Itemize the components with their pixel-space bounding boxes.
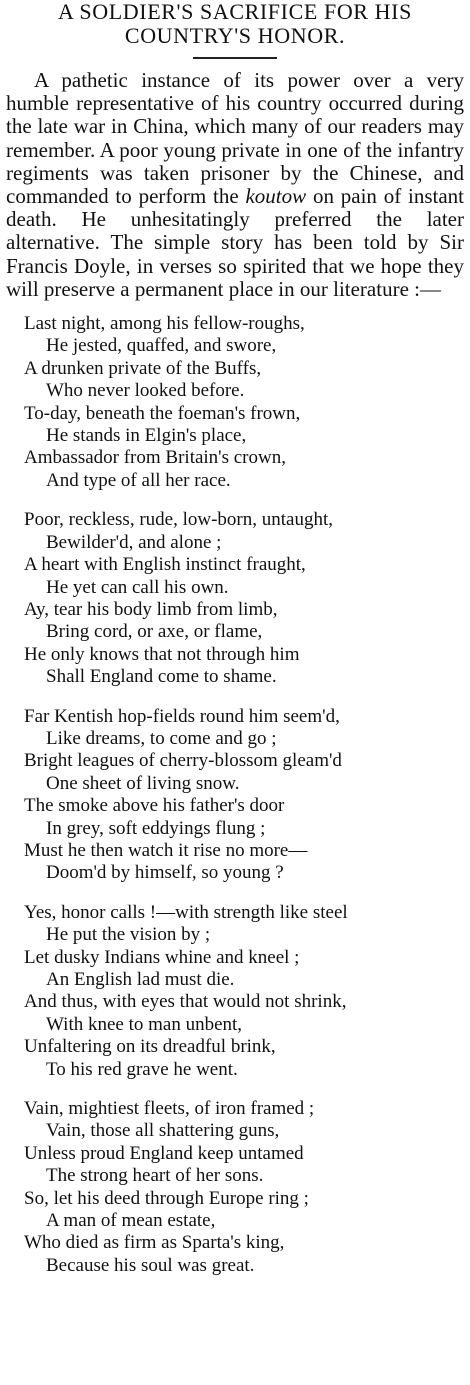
poem-line: Unless proud England keep untamed [24, 1142, 304, 1164]
poem-line: He yet can call his own. [46, 576, 229, 598]
poem-line: Unfaltering on its dreadful brink, [24, 1036, 276, 1058]
poem-line: Far Kentish hop-fields round him seem'd, [24, 705, 340, 727]
poem-line: Bring cord, or axe, or flame, [46, 621, 263, 643]
poem-line: To his red grave he went. [46, 1058, 238, 1080]
poem-line: Bewilder'd, and alone ; [46, 531, 222, 553]
poem-line: Ay, tear his body limb from limb, [24, 598, 278, 620]
poem-line: Who died as firm as Sparta's king, [24, 1232, 285, 1254]
poem-stanza [4, 902, 466, 1081]
poem-line: Who never looked before. [46, 380, 245, 402]
poem-line: Last night, among his fellow-roughs, [24, 313, 305, 335]
intro-text-part2: on pain of instant death. He unhesitatingly preferred the later alternative. The simple story has been told by Sir Francis Doyle, in verses so spirited that we hope they will preserve a permanent place in our literature :— [6, 184, 464, 301]
poem-line: A heart with English instinct fraught, [24, 554, 306, 576]
poem-line: He only knows that not through him [24, 643, 300, 665]
poem-line: Vain, mightiest fleets, of iron framed ; [24, 1098, 315, 1120]
poem-line: The smoke above his father's door [24, 795, 285, 817]
title-divider [193, 57, 277, 59]
poem-line: Ambassador from Britain's crown, [24, 447, 286, 469]
poem-line: Yes, honor calls !—with strength like steel [24, 901, 348, 923]
poem-line: Must he then watch it rise no more— [24, 839, 308, 861]
poem-line: He stands in Elgin's place, [46, 425, 247, 447]
poem-line: Vain, those all shattering guns, [46, 1120, 280, 1142]
poem-stanza [4, 1098, 466, 1277]
poem-stanza [4, 509, 466, 688]
poem-line: Because his soul was great. [46, 1254, 255, 1276]
poem-line: He jested, quaffed, and swore, [46, 335, 277, 357]
poem-line: With knee to man unbent, [46, 1013, 243, 1035]
poem-line: Like dreams, to come and go ; [46, 727, 277, 749]
poem-stanza [4, 706, 466, 885]
title-line-1: A SOLDIER'S SACRIFICE FOR HIS [58, 0, 412, 24]
poem-line: Poor, reckless, rude, low-born, untaught, [24, 509, 333, 531]
poem-line: Doom'd by himself, so young ? [46, 862, 284, 884]
poem-line: A man of mean estate, [46, 1210, 216, 1232]
poem-line: Bright leagues of cherry-blossom gleam'd [24, 750, 342, 772]
intro-text-part1: A pathetic instance of its power over a very humble representative of his country occurred during the late war in China, which many of our readers may remember. A poor young private in one of the infantry regiments was taken prisoner by the Chinese, and commanded to perform the [6, 68, 464, 209]
poem-line: One sheet of living snow. [46, 772, 240, 794]
poem-stanza [4, 313, 466, 492]
article-title [4, 0, 466, 48]
poem-line: Let dusky Indians whine and kneel ; [24, 946, 300, 968]
poem-line: In grey, soft eddyings flung ; [46, 817, 266, 839]
poem-line: So, let his deed through Europe ring ; [24, 1187, 309, 1209]
intro-paragraph [6, 69, 464, 301]
poem-line: An English lad must die. [46, 969, 235, 990]
poem-line: To-day, beneath the foeman's frown, [24, 402, 301, 424]
poem-line: And type of all her race. [46, 469, 231, 491]
poem [4, 313, 466, 1277]
title-line-2: COUNTRY'S HONOR. [124, 23, 346, 48]
poem-line: A drunken private of the Buffs, [24, 357, 262, 379]
poem-line: Shall England come to shame. [46, 666, 277, 688]
poem-line: And thus, with eyes that would not shrink, [24, 991, 347, 1013]
poem-line: The strong heart of her sons. [46, 1165, 264, 1187]
intro-italic-word: koutow [245, 184, 307, 209]
poem-line: He put the vision by ; [46, 924, 211, 946]
